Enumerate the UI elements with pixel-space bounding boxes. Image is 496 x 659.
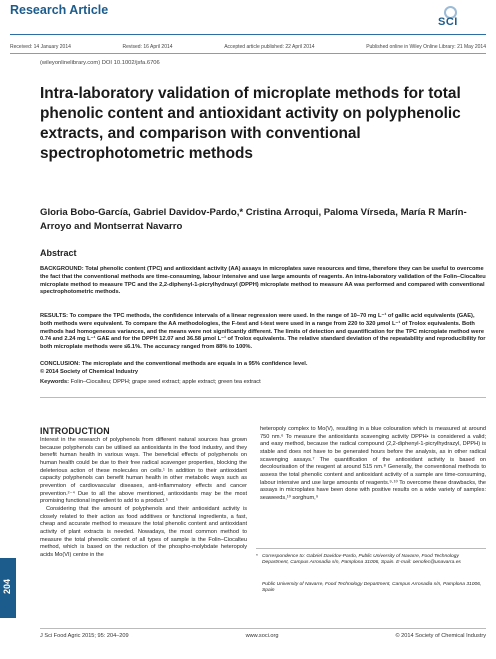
footer-journal: J Sci Food Agric 2015; 95: 204–209 — [40, 633, 129, 639]
keywords-line — [40, 379, 486, 385]
abstract-results — [40, 313, 486, 352]
results-text: To compare the TPC methods, the confidence intervals of a linear regression were used. In the range of 10–70 mg L⁻¹ of gallic acid equivalents (GAE), both methods were equivalent. To compare the AA methodologies, the F-test and t-test were used in a range from 220 to 320 µmol L⁻¹ of Trolox equivalents. Both methods had homogeneous variances, and the means were not significantly different. The limits of detection and quantification for the TPC microplate method were 0.74 and 2.24 mg L⁻¹ GAE and for the DPPH 12.07 and 36.58 µmol L⁻¹ of Trolox equivalents. The relative standard deviation of the repeatability and reproducibility for both microplate methods were ≤6.1%. The accuracy ranged from 88% to 100%. — [40, 313, 486, 351]
publication-dates — [10, 44, 486, 50]
page-number: 204 — [2, 578, 12, 594]
keywords-rule — [40, 397, 486, 398]
page-footer — [40, 633, 486, 639]
keywords-text: Folin–Ciocalteu; DPPH; grape seed extract; apple extract; green tea extract — [70, 379, 261, 385]
intro-paragraph-3: heteropoly complex to Mo(V), resulting in a blue colouration which is measured at around 750 nm.⁶ To measure the antioxidants scavenging activity DPPH• is considered a valid; and easy method, because the radical compound (2,2-diphenyl-1-picrylhydrazyl, DPPH) is stable and does not have to be generated hours before the analysis, as in other radical scavenging assays.⁷ The quantification of the antioxidant activity is based on decolourisation of the reagent at around 515 nm.⁸ Generally, the conventional methods to assess the total phenolic content and antioxidant activity of a sample are time-consuming, labour intensive and use large amounts of reagents.⁹·¹⁰ To overcome these drawbacks, the assays in microplates have been done with positive results on a wide variety of samples: seaweeds,¹⁰ sorghum,⁹ — [260, 426, 486, 501]
conclusion-label: CONCLUSION: — [40, 361, 81, 367]
footnote-rule — [256, 548, 486, 549]
date-published: Published online in Wiley Online Library: 21 May 2014 — [366, 44, 486, 50]
abstract-conclusion — [40, 361, 486, 377]
footer-copyright: © 2014 Society of Chemical Industry — [395, 633, 486, 639]
correspondence-text: Correspondence to: Gabriel Davidov-Pardo, Public University of Navarre, Food Technology Department, Campus Arrosadia s/n, Pamplona 31006, Spain. E-mail: oenofec@unavarra.es — [262, 554, 461, 566]
affiliation-footnote: Public University of Navarre, Food Technology Department, Campus Arrosadia s/n, Pamplona 31006, Spain — [262, 582, 482, 594]
dates-rule — [10, 53, 486, 54]
background-text: Total phenolic content (TPC) and antioxidant activity (AA) assays in microplates save resources and time, therefore they can be useful to overcome the fact that the conventional methods are time-consuming, labour intensive and use large amounts of reagents. An intra-laboratory validation of the Folin–Ciocalteu microplate method to measure TPC and the 2,2-diphenyl-1-picrylhydrazyl (DPPH) microplate method to measure AA was performed and compared with conventional spectrophotometric methods. — [40, 266, 486, 296]
abstract-background — [40, 266, 486, 297]
date-revised: Revised: 16 April 2014 — [122, 44, 173, 50]
intro-left-column — [40, 437, 247, 560]
logo-text: SCI — [438, 16, 458, 28]
intro-paragraph-2: Considering that the amount of polyphenols and their antioxidant activity is closely related to their action as food additives or functional ingredients, a fast, cheap and accurate method to measure the total phenolic content and antioxidant activity of plant extracts is needed. Nowadays, the most common method to measure the total phenolic content of all types of sample is the Folin–Ciocalteu method, which is based on the reduction of the phospho-molybdate heteropoly acids Mo(VI) centre in the — [40, 505, 247, 558]
journal-section-title: Research Article — [10, 3, 109, 17]
date-received: Received: 14 January 2014 — [10, 44, 71, 50]
footer-rule — [40, 628, 486, 629]
sci-logo — [434, 8, 482, 30]
author-list: Gloria Bobo-García, Gabriel Davidov-Pardo,* Cristina Arroqui, Paloma Vírseda, María R Marín-Arroyo and Montserrat Navarro — [40, 207, 467, 232]
conclusion-text: The microplate and the conventional methods are equals in a 95% confidence level. — [81, 361, 308, 367]
doi-line: (wileyonlinelibrary.com) DOI 10.1002/jsfa.6706 — [40, 60, 160, 66]
introduction-heading: INTRODUCTION — [40, 426, 110, 436]
page-number-tab — [0, 558, 16, 618]
article-title: Intra-laboratory validation of microplate methods for total phenolic content and antioxidant activity on polyphenolic extracts, and comparison with conventional spectrophotometric methods — [40, 85, 461, 162]
header-rule — [10, 34, 486, 35]
correspondence-footnote — [256, 554, 482, 567]
intro-paragraph-1: Interest in the research of polyphenols from different natural sources has grown because polyphenols can be utilised as antioxidants in the food industry, and they benefit human health in various ways. The beneficial effects of polyphenols on human health could be due to their free radical scavenger properties, blocking the deleterious action of these molecules on cells.¹ In addition to their antioxidant capacity polyphenols can benefit human health in other metabolic ways such as prevention of cardiovascular diseases, anti-inflammatory effects and cancer prevention.²⁻⁴ Due to all the above mentioned, antioxidants may be the most promising functional ingredient to add to a product.⁵ — [40, 437, 247, 505]
results-label: RESULTS: — [40, 313, 69, 319]
keywords-label: Keywords: — [40, 379, 70, 385]
abstract-heading: Abstract — [40, 248, 77, 258]
intro-right-column — [260, 426, 486, 503]
background-label: BACKGROUND: — [40, 266, 84, 272]
date-accepted: Accepted article published: 22 April 2014 — [224, 44, 315, 50]
footer-website: www.soci.org — [245, 633, 279, 639]
footnote-mark: * — [256, 554, 258, 559]
abstract-copyright: © 2014 Society of Chemical Industry — [40, 368, 139, 375]
